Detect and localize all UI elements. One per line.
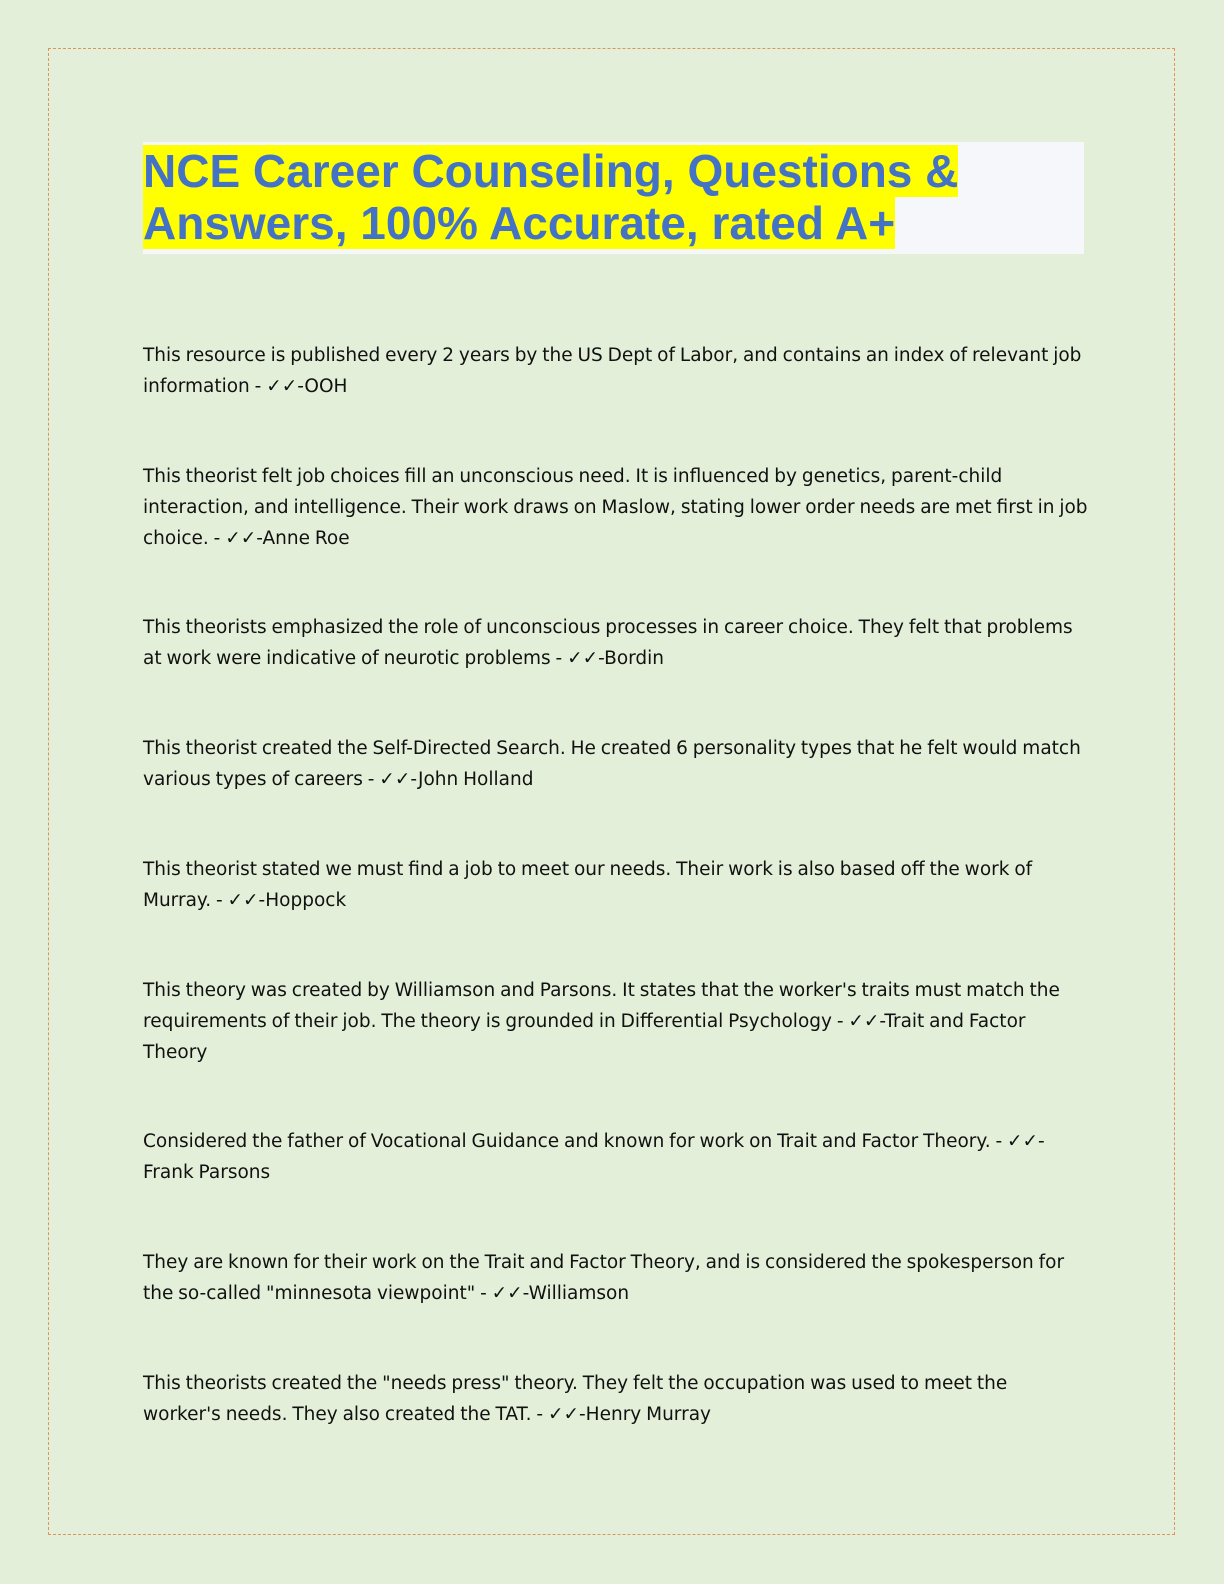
qa-answer: John Holland: [418, 769, 534, 790]
check-separator-icon: - ✓✓-: [550, 648, 605, 669]
qa-question: This theorist stated we must find a job to meet our needs. Their work is also based off the work of Murray.: [143, 859, 1033, 911]
qa-question: This theorists emphasized the role of unconscious processes in career choice. They felt that problems at work were indicative of neurotic problems: [143, 617, 1073, 669]
qa-item: [143, 1126, 1088, 1188]
qa-answer: Bordin: [604, 648, 665, 669]
qa-question: This resource is published every 2 years by the US Dept of Labor, and contains an index of relevant job information: [143, 345, 1082, 397]
qa-answer: Henry Murray: [585, 1404, 711, 1425]
check-separator-icon: - ✓✓-: [211, 890, 266, 911]
qa-item: [143, 1247, 1088, 1309]
title-highlight: NCE Career Counseling, Questions & Answers, 100% Accurate, rated A+: [143, 145, 959, 249]
qa-answer: Williamson: [528, 1283, 630, 1304]
check-separator-icon: - ✓✓-: [362, 769, 419, 790]
check-separator-icon: - ✓✓-: [831, 1011, 885, 1032]
qa-item: [143, 975, 1088, 1068]
qa-item: [143, 461, 1088, 554]
qa-item: [143, 1368, 1088, 1430]
check-separator-icon: - ✓✓-: [475, 1283, 529, 1304]
qa-answer: Trait and Factor Theory: [143, 1011, 1026, 1063]
title-block: [143, 142, 1084, 254]
qa-question: Considered the father of Vocational Guidance and known for work on Trait and Factor Theory.: [143, 1131, 991, 1152]
qa-question: They are known for their work on the Trait and Factor Theory, and is considered the spokesperson for the so-called "minnesota viewpoint": [143, 1252, 1065, 1304]
qa-question: This theorist created the Self-Directed Search. He created 6 personality types that he felt would match various types of careers: [143, 738, 1081, 790]
qa-item: [143, 854, 1088, 916]
qa-question: This theory was created by Williamson and Parsons. It states that the worker's traits must match the requirements of their job. The theory is grounded in Differential Psychology: [143, 980, 1060, 1032]
qa-question: This theorists created the "needs press" theory. They felt the occupation was used to meet the worker's needs. They also created the TAT.: [143, 1373, 1008, 1425]
qa-answer: OOH: [304, 376, 348, 397]
document-title: [143, 142, 1084, 249]
check-separator-icon: - ✓✓-: [990, 1131, 1045, 1152]
qa-answer: Anne Roe: [262, 528, 350, 549]
qa-answer: Frank Parsons: [143, 1162, 271, 1183]
check-separator-icon: - ✓✓-: [249, 376, 305, 397]
qa-answer: Hoppock: [265, 890, 347, 911]
qa-item: [143, 733, 1088, 795]
qa-question: This theorist felt job choices fill an unconscious need. It is influenced by genetics, parent-child interaction, and intelligence. Their work draws on Maslow, stating lower order needs are met first in job choice.: [143, 466, 1088, 549]
qa-item: [143, 612, 1088, 674]
check-separator-icon: - ✓✓-: [531, 1404, 586, 1425]
qa-item: [143, 340, 1088, 402]
check-separator-icon: - ✓✓-: [208, 528, 263, 549]
